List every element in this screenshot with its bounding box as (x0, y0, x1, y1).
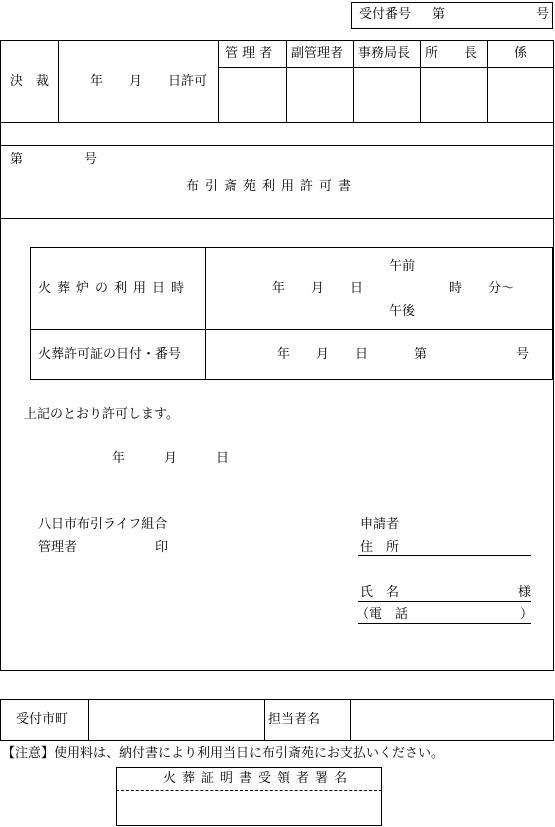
approval-date: 年 月 日許可 (90, 74, 208, 89)
band-line (0, 145, 554, 146)
details-column-divider (205, 247, 206, 380)
applicant-sama: 様 (518, 585, 532, 600)
role-deputy-manager: 副管理者 (291, 46, 344, 61)
permit-go: 号 (84, 152, 98, 167)
approval-divider (420, 40, 421, 122)
applicant-phone-close: ） (520, 607, 534, 622)
issue-date: 年 月 日 (112, 451, 230, 466)
signature-dashed-line (116, 790, 382, 791)
permission-statement: 上記のとおり許可します。 (24, 407, 179, 422)
issuer-seal: 印 (155, 540, 169, 555)
approval-divider (353, 40, 354, 122)
signature-box-title: 火葬証明書受領者署名 (163, 771, 354, 786)
approval-header-line (218, 67, 554, 68)
cremation-permit-dai: 第 (414, 347, 428, 362)
office-divider (264, 699, 265, 741)
approval-divider (487, 40, 488, 122)
cremation-permit-go: 号 (516, 347, 530, 362)
title-bottom-line (0, 218, 554, 219)
applicant-phone-line (358, 623, 531, 624)
staff-name-label: 担当者名 (268, 712, 321, 727)
gogo-label: 午後 (389, 304, 416, 319)
payment-notice: 【注意】使用料は、納付書により利用当日に布引斎苑にお支払いください。 (2, 746, 445, 761)
receiving-municipality-label: 受付市町 (16, 712, 69, 727)
approval-divider (58, 40, 59, 122)
approval-divider (218, 40, 219, 122)
applicant-name-line (358, 601, 531, 602)
applicant-address-line (358, 555, 531, 556)
approval-bottom-line (0, 122, 554, 123)
cremation-date: 年 月 日 (272, 281, 364, 296)
details-row-divider (30, 329, 553, 330)
role-secretary-general: 事務局長 (358, 46, 411, 61)
receipt-number-dai: 第 (432, 7, 446, 22)
applicant-address-label: 住 所 (360, 540, 400, 555)
cremation-permit-label: 火葬許可証の日付・番号 (38, 347, 182, 362)
role-staff: 係 (514, 46, 528, 61)
issuer-manager: 管理者 (38, 540, 78, 555)
office-divider (350, 699, 351, 741)
receipt-number-go: 号 (536, 7, 550, 22)
office-divider (88, 699, 89, 741)
applicant-heading: 申請者 (360, 517, 400, 532)
cremation-permit-date: 年 月 日 (277, 347, 369, 362)
cremation-time: 時 分～ (449, 281, 515, 296)
role-manager: 管 理 者 (225, 46, 273, 61)
issuer-organization: 八日市布引ライフ組合 (38, 517, 168, 532)
kessai-label: 決 裁 (10, 74, 50, 89)
role-director: 所 長 (425, 46, 478, 61)
applicant-name-label: 氏 名 (360, 585, 400, 600)
permit-title: 布引斎苑利用許可書 (186, 179, 358, 194)
cremation-datetime-label: 火葬炉の利用日時 (38, 281, 191, 296)
approval-divider (286, 40, 287, 122)
gozen-label: 午前 (389, 259, 416, 274)
applicant-phone-open: （電 話 (356, 607, 409, 622)
receipt-number-label: 受付番号 (359, 7, 412, 22)
permit-dai: 第 (10, 152, 24, 167)
